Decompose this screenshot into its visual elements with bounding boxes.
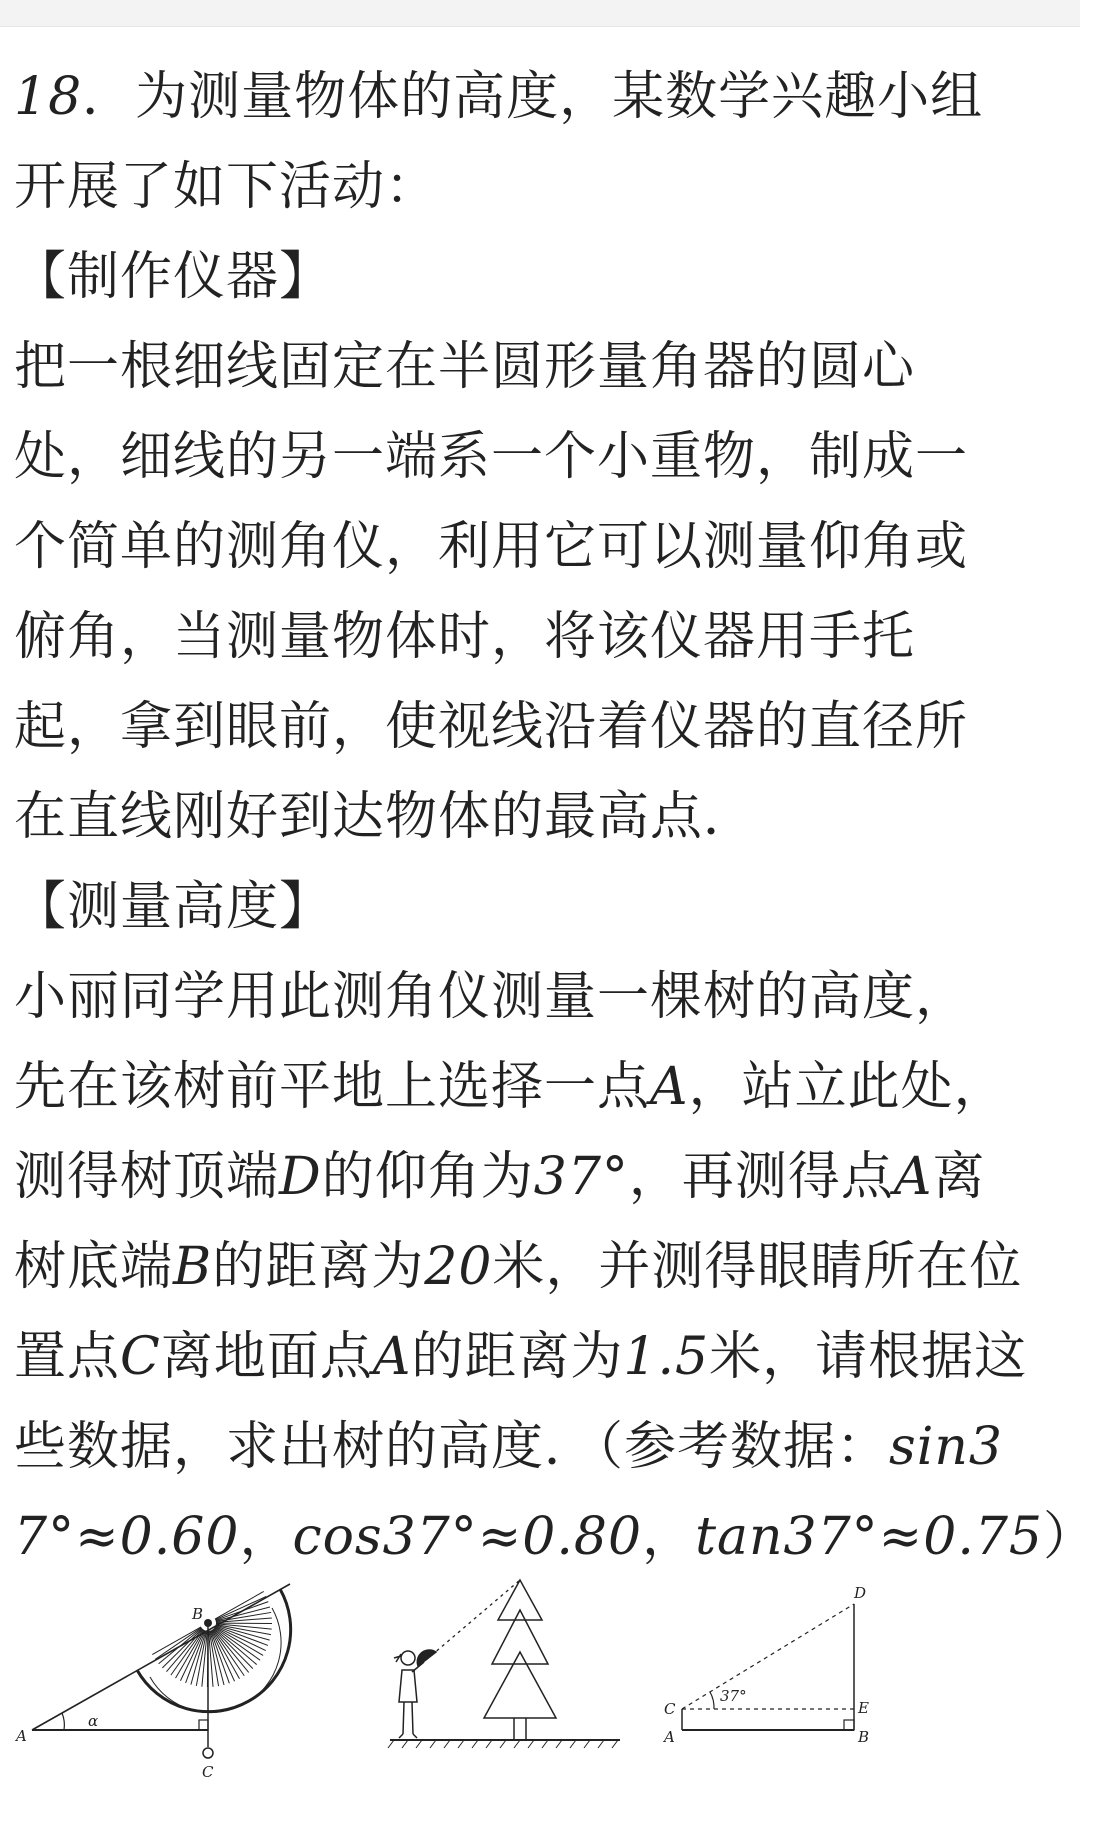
- text-line: [14, 592, 1064, 682]
- text-segment: 置点: [14, 1327, 121, 1387]
- label-C: C: [202, 1763, 214, 1781]
- figure-scene: [388, 1572, 628, 1767]
- figure-triangle: [658, 1580, 883, 1760]
- protractor-tick: [215, 1628, 261, 1661]
- text-segment: ．为测量物体的高度，某数学兴趣小组: [82, 67, 984, 127]
- text-line: [14, 232, 1064, 322]
- text-segment: 测得树顶端: [14, 1147, 280, 1207]
- text-line: [14, 952, 1064, 1042]
- text-line: [14, 52, 1064, 142]
- text-segment: 起，拿到眼前，使视线沿着仪器的直径所: [14, 697, 969, 757]
- text-line: [14, 682, 1064, 772]
- label-E: E: [858, 1699, 869, 1717]
- math-text: cos37°≈0.80: [292, 1507, 643, 1567]
- text-line: [14, 1312, 1064, 1402]
- text-segment: 【测量高度】: [14, 877, 333, 937]
- text-line: [14, 1042, 1064, 1132]
- text-segment: 在直线刚好到达物体的最高点．: [14, 787, 757, 847]
- text-line: [14, 1402, 1064, 1492]
- text-segment: ，: [239, 1507, 293, 1567]
- math-text: A: [372, 1327, 412, 1387]
- math-text: 18: [14, 67, 83, 127]
- text-segment: 开展了如下活动：: [14, 157, 439, 217]
- text-segment: 个简单的测角仪，利用它可以测量仰角或: [14, 517, 969, 577]
- protractor-tick: [159, 1628, 202, 1664]
- text-segment: 小丽同学用此测角仪测量一棵树的高度，: [14, 967, 969, 1027]
- text-line: [14, 1222, 1064, 1312]
- protractor-tick: [152, 1627, 201, 1655]
- text-segment: 些数据，求出树的高度．（参考数据：: [14, 1417, 890, 1477]
- text-line: [14, 502, 1064, 592]
- math-text: A: [893, 1147, 933, 1207]
- text-segment: ）: [1043, 1507, 1096, 1567]
- text-segment: 【制作仪器】: [14, 247, 333, 307]
- text-segment: 处，细线的另一端系一个小重物，制成一: [14, 427, 969, 487]
- math-text: 7°≈0.60: [14, 1507, 240, 1567]
- text-line: [14, 862, 1064, 952]
- text-segment: 米，并测得眼睛所在位: [492, 1237, 1023, 1297]
- protractor-tick: [215, 1596, 266, 1619]
- label-A: A: [664, 1728, 675, 1746]
- text-segment: 的距离为: [212, 1237, 425, 1297]
- text-line: [14, 1132, 1064, 1222]
- label-B: B: [858, 1728, 870, 1746]
- problem-text: [14, 52, 1096, 1582]
- protractor-tick: [213, 1629, 249, 1672]
- angle-label: 37°: [720, 1687, 747, 1705]
- label-C: C: [664, 1700, 676, 1718]
- text-segment: 离地面点: [160, 1327, 373, 1387]
- label-D: D: [854, 1584, 867, 1602]
- protractor-tick: [171, 1630, 204, 1676]
- text-segment: ，站立此处，: [688, 1057, 1007, 1117]
- label-A: A: [16, 1727, 27, 1745]
- text-segment: 的距离为: [411, 1327, 624, 1387]
- math-text: 1.5: [623, 1327, 710, 1387]
- text-segment: 米，请根据这: [709, 1327, 1028, 1387]
- text-line: [14, 142, 1064, 232]
- text-segment: ，再测得点: [628, 1147, 894, 1207]
- protractor-tick: [155, 1628, 201, 1660]
- text-line: [14, 772, 1064, 862]
- text-segment: 离: [932, 1147, 986, 1207]
- top-bar: [0, 0, 1080, 27]
- math-text: 37°: [533, 1147, 629, 1207]
- text-segment: 把一根细线固定在半圆形量角器的圆心: [14, 337, 916, 397]
- label-alpha: α: [88, 1712, 99, 1730]
- math-text: D: [279, 1147, 322, 1207]
- text-segment: 的仰角为: [321, 1147, 534, 1207]
- label-B: B: [192, 1605, 204, 1623]
- text-segment: 俯角，当测量物体时，将该仪器用手托: [14, 607, 916, 667]
- text-line: [14, 412, 1064, 502]
- text-segment: 树底端: [14, 1237, 174, 1297]
- text-line: [14, 322, 1064, 412]
- figure-protractor: [10, 1565, 310, 1780]
- text-segment: 先在该树前平地上选择一点: [14, 1057, 651, 1117]
- math-text: sin3: [889, 1417, 1003, 1477]
- math-text: C: [120, 1327, 161, 1387]
- math-text: B: [173, 1237, 213, 1297]
- text-segment: ，: [642, 1507, 696, 1567]
- math-text: A: [650, 1057, 689, 1117]
- math-text: tan37°≈0.75: [695, 1507, 1044, 1567]
- math-text: 20: [424, 1237, 493, 1297]
